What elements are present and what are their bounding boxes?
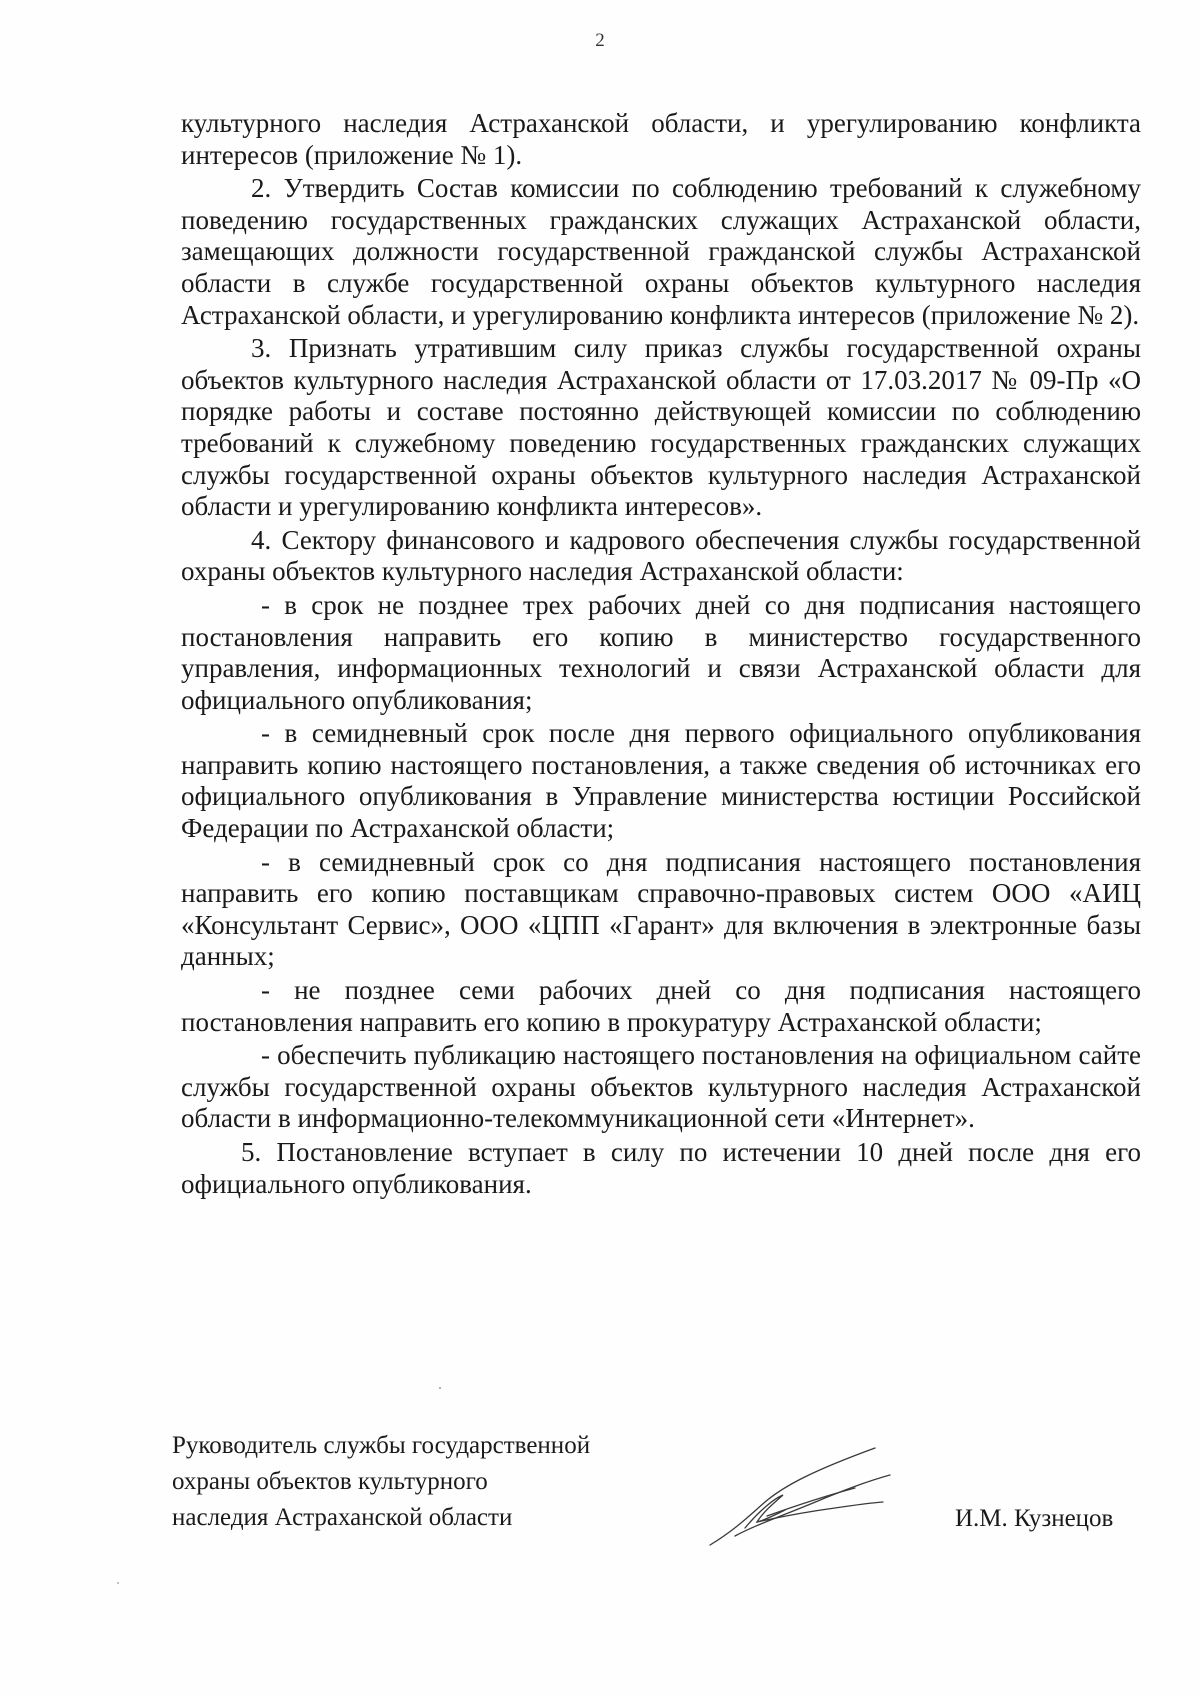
handwritten-signature <box>705 1440 905 1550</box>
document-body <box>181 108 1141 1202</box>
paragraph-subitem-2: - в семидневный срок после дня первого официального опубликования направить копию настоящего постановления, а также сведения об источниках его официального опубликования в Управление министерства юстиции Российской Федерации по Астраханской области; <box>181 718 1141 844</box>
signatory-position-line: наследия Астраханской области <box>172 1504 513 1531</box>
paragraph-subitem-5: - обеспечить публикацию настоящего постановления на официальном сайте службы государственной охраны объектов культурного наследия Астраханской области в информационно-телекоммуникационной сети «Интернет». <box>181 1040 1141 1134</box>
paragraph-item-5: 5. Постановление вступает в силу по истечении 10 дней после дня его официального опубликования. <box>181 1137 1141 1199</box>
signatory-position <box>172 1428 590 1536</box>
signatory-position-line: Руководитель службы государственной <box>172 1432 591 1459</box>
signatory-name: И.М. Кузнецов <box>955 1505 1114 1532</box>
paragraph-item-2: 2. Утвердить Состав комиссии по соблюдению требований к служебному поведению государственных гражданских служащих Астраханской области, замещающих должности государственной гражданской службы Астраханской области в службе государственной охраны объектов культурного наследия Астраханской области, и урегулированию конфликта интересов (приложение № 2). <box>181 173 1141 330</box>
paragraph-subitem-1: - в срок не позднее трех рабочих дней со дня подписания настоящего постановления направить его копию в министерство государственного управления, информационных технологий и связи Астраханской области для официального опубликования; <box>181 589 1141 715</box>
page-number: 2 <box>595 30 605 51</box>
paragraph-subitem-3: - в семидневный срок со дня подписания настоящего постановления направить его копию поставщикам справочно-правовых систем ООО «АИЦ «Консультант Сервис», ООО «ЦПП «Гарант» для включения в электронные базы данных; <box>181 846 1141 972</box>
paragraph-item-3: 3. Признать утратившим силу приказ службы государственной охраны объектов культурного наследия Астраханской области от 17.03.2017 № 09-Пр «О порядке работы и составе постоянно действующей комиссии по соблюдению требований к служебному поведению государственных гражданских служащих службы государственной охраны объектов культурного наследия Астраханской области и урегулированию конфликта интересов». <box>181 333 1141 522</box>
signatory-position-line: охраны объектов культурного <box>172 1468 488 1495</box>
paragraph-subitem-4: - не позднее семи рабочих дней со дня подписания настоящего постановления направить его копию в прокуратуру Астраханской области; <box>181 975 1141 1037</box>
paragraph-item-4: 4. Сектору финансового и кадрового обеспечения службы государственной охраны объектов культурного наследия Астраханской области: <box>181 524 1141 587</box>
paragraph-continuation: культурного наследия Астраханской области, и урегулированию конфликта интересов (приложение № 1). <box>181 108 1141 170</box>
